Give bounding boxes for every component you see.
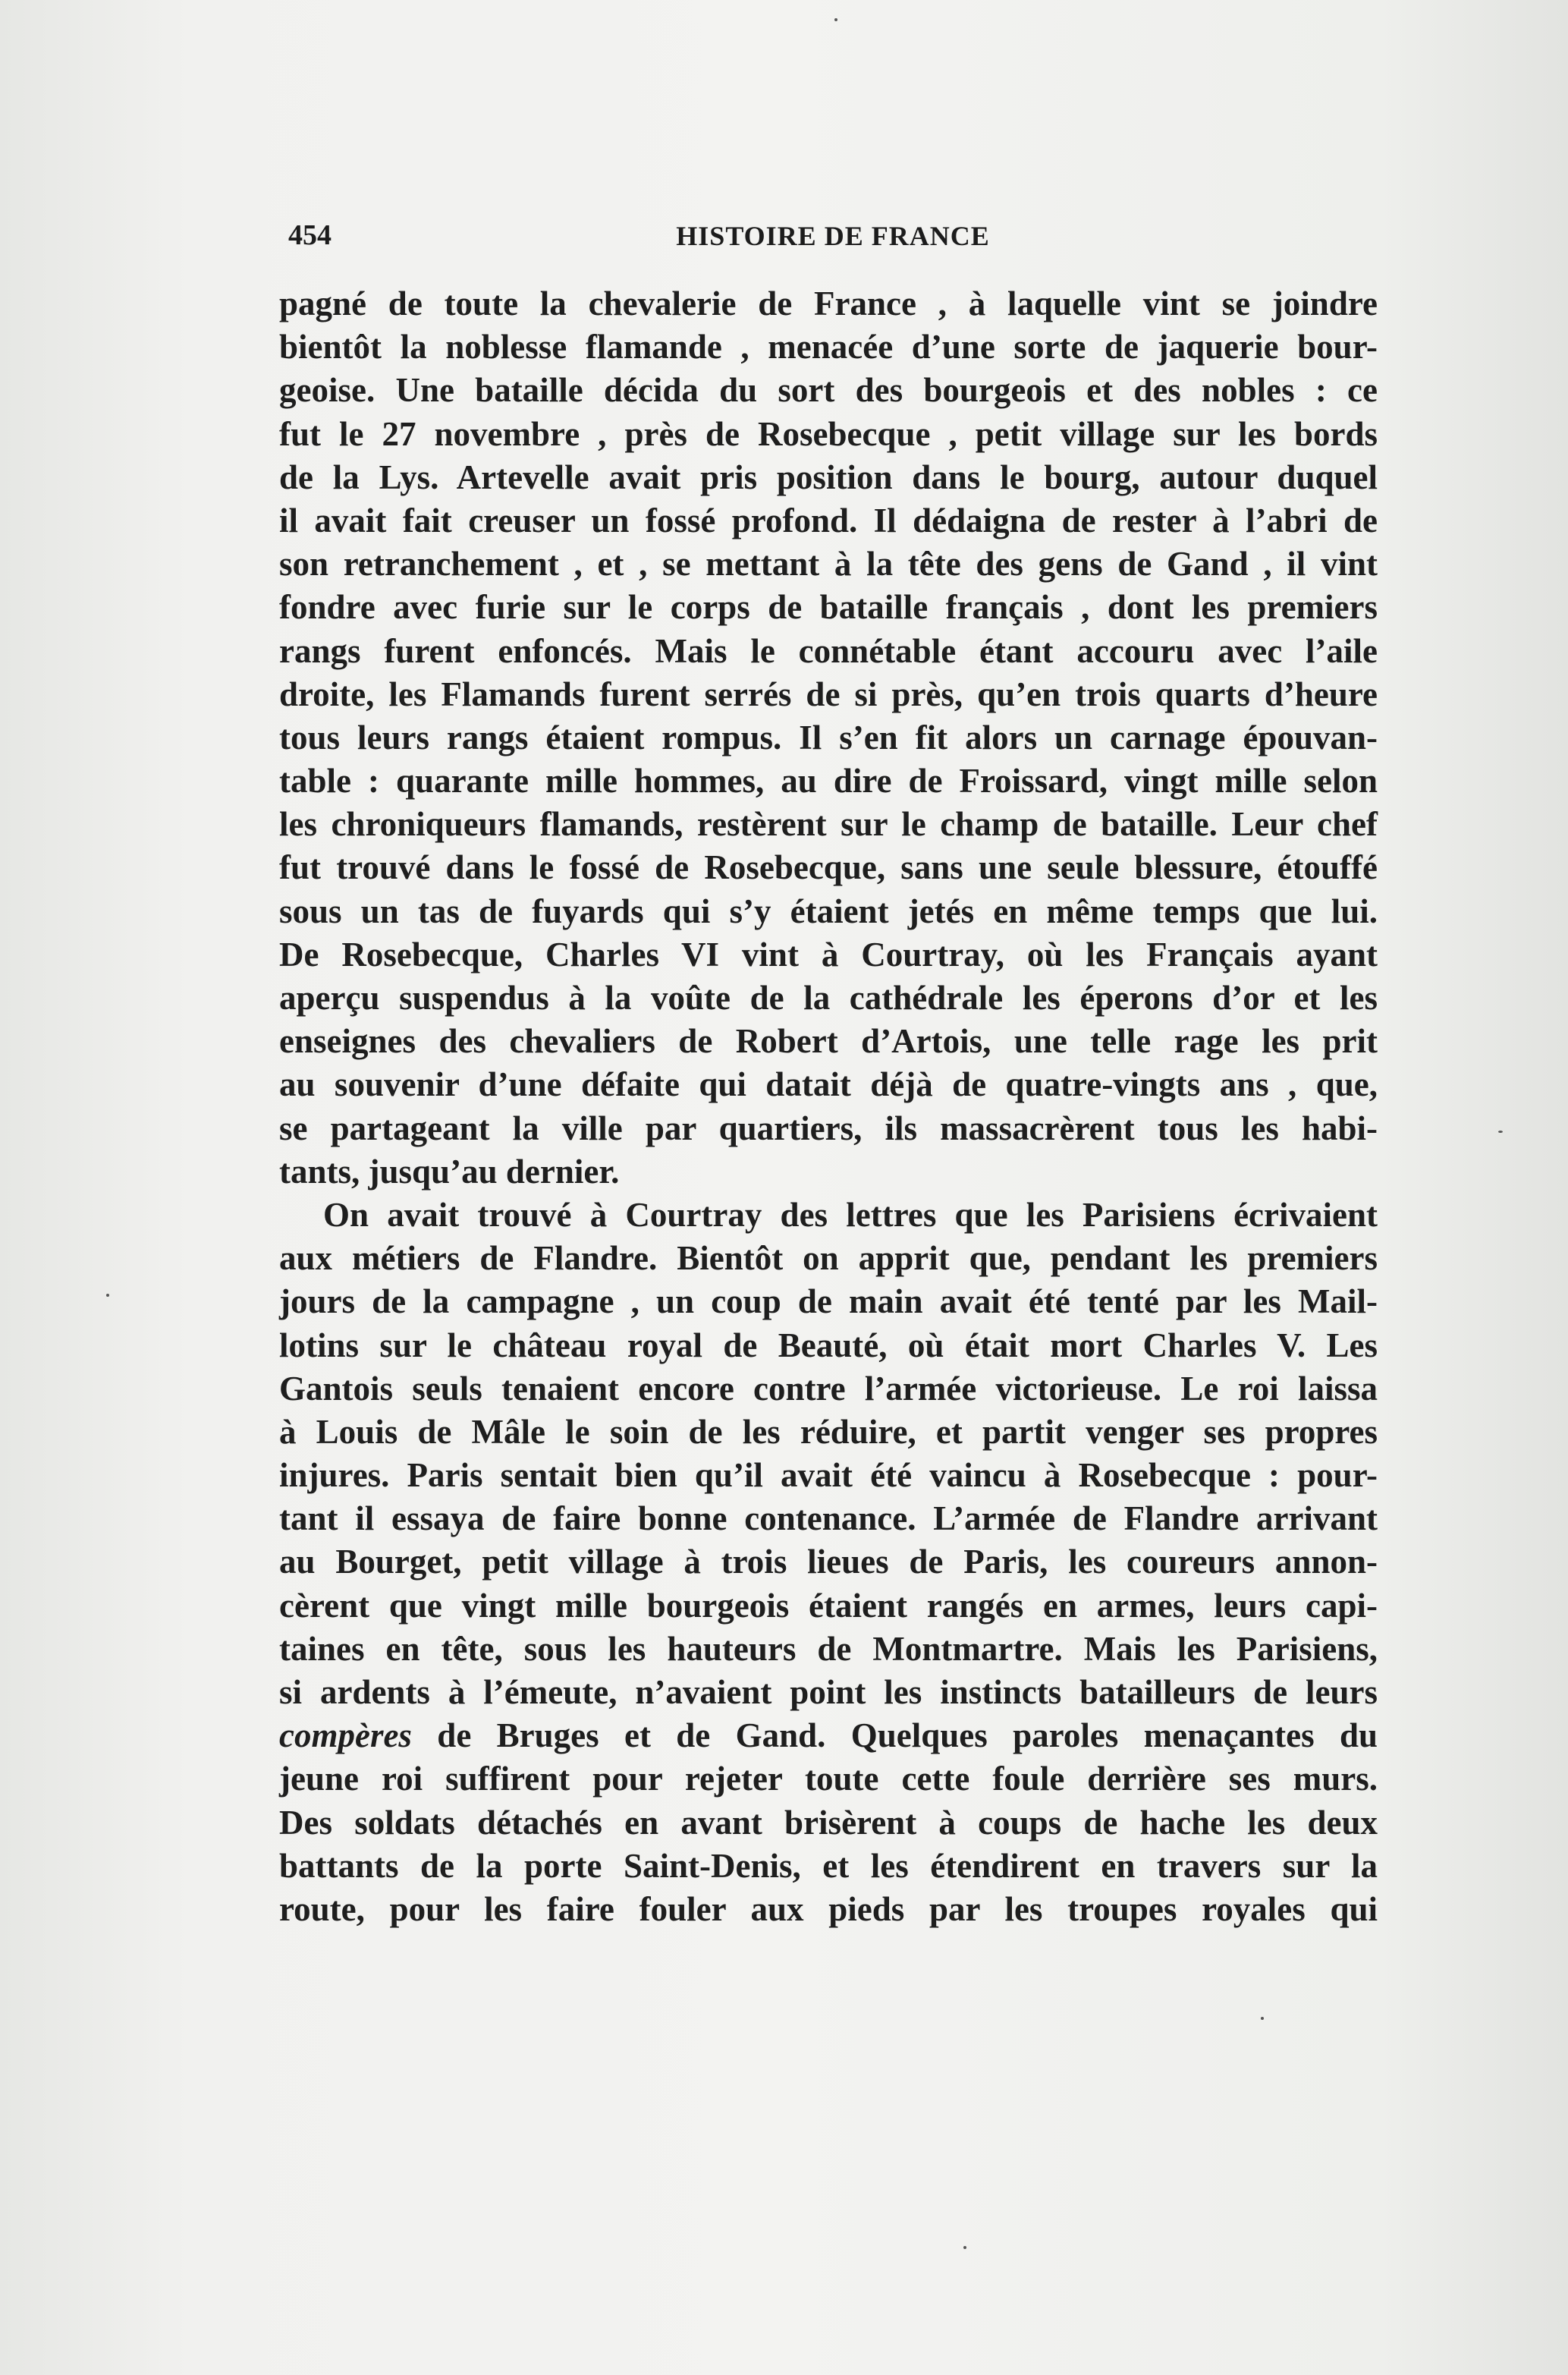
text-line: sous un tas de fuyards qui s’y étaient jetés en même temps que lui.	[279, 892, 1378, 930]
text-line: tant il essaya de faire bonne contenance. L’armée de Flandre arrivant	[279, 1499, 1378, 1538]
text-line: cèrent que vingt mille bourgeois étaient rangés en armes, leurs capi-	[279, 1586, 1378, 1625]
text-line: Gantois seuls tenaient encore contre l’armée victorieuse. Le roi laissa	[279, 1369, 1378, 1408]
text-line: pagné de toute la chevalerie de France , à laquelle vint se joindre	[279, 285, 1378, 322]
text-line: de la Lys. Artevelle avait pris position dans le bourg, autour duquel	[279, 458, 1378, 496]
text-line: geoise. Une bataille décida du sort des bourgeois et des nobles : ce	[279, 371, 1378, 410]
body-text	[279, 282, 1378, 1931]
paper-speck	[963, 2246, 966, 2249]
paper-speck	[834, 18, 837, 21]
text-line: rangs furent enfoncés. Mais le connétable étant accouru avec l’aile	[279, 631, 1378, 670]
text-line: au Bourget, petit village à trois lieues de Paris, les coureurs annon-	[279, 1543, 1378, 1581]
text-line: tants, jusqu’au dernier.	[279, 1152, 620, 1191]
text-line: si ardents à l’émeute, n’avaient point les instincts batailleurs de leurs	[279, 1673, 1378, 1711]
text-line: à Louis de Mâle le soin de les réduire, et partit venger ses propres	[279, 1412, 1378, 1451]
text-line: fut trouvé dans le fossé de Rosebecque, sans une seule blessure, étouffé	[279, 848, 1378, 887]
text-line: compères de Bruges et de Gand. Quelques paroles menaçantes du	[279, 1716, 1378, 1755]
text-line: aperçu suspendus à la voûte de la cathédrale les éperons d’or et les	[279, 979, 1378, 1017]
text-line: enseignes des chevaliers de Robert d’Artois, une telle rage les prit	[279, 1022, 1378, 1061]
paper-speck	[106, 1294, 109, 1297]
paper-speck	[1261, 2017, 1264, 2020]
text-line: jours de la campagne , un coup de main avait été tenté par les Mail-	[279, 1282, 1378, 1321]
text-line: aux métiers de Flandre. Bientôt on apprit que, pendant les premiers	[279, 1239, 1378, 1278]
text-line: fut le 27 novembre , près de Rosebecque , petit village sur les bords	[279, 414, 1378, 453]
text-line: fondre avec furie sur le corps de bataille français , dont les premiers	[279, 588, 1378, 627]
text-line: au souvenir d’une défaite qui datait déjà de quatre-vingts ans , que,	[279, 1065, 1378, 1104]
text-line: injures. Paris sentait bien qu’il avait été vaincu à Rosebecque : pour-	[279, 1456, 1378, 1495]
text-line: jeune roi suffirent pour rejeter toute cette foule derrière ses murs.	[279, 1760, 1378, 1798]
text-line: droite, les Flamands furent serrés de si près, qu’en trois quarts d’heure	[279, 675, 1378, 713]
running-title: HISTOIRE DE FRANCE	[676, 221, 990, 251]
text-line: battants de la porte Saint-Denis, et les étendirent en travers sur la	[279, 1846, 1378, 1885]
text-line: Des soldats détachés en avant brisèrent à coups de hache les deux	[279, 1803, 1378, 1842]
italic-word: compères	[279, 1716, 412, 1755]
text-line: table : quarante mille hommes, au dire de Froissard, vingt mille selon	[279, 762, 1378, 801]
page-number: 454	[288, 219, 332, 251]
text-line: se partageant la ville par quartiers, ils massacrèrent tous les habi-	[279, 1109, 1378, 1147]
text-line: il avait fait creuser un fossé profond. Il dédaigna de rester à l’abri de	[279, 501, 1378, 539]
text-line: route, pour les faire fouler aux pieds par les troupes royales qui	[279, 1889, 1378, 1928]
text-line: les chroniqueurs flamands, restèrent sur le champ de bataille. Leur chef	[279, 805, 1378, 844]
text-line: tous leurs rangs étaient rompus. Il s’en fit alors un carnage épouvan-	[279, 718, 1378, 757]
page-header	[288, 219, 1378, 256]
text-line: bientôt la noblesse flamande , menacée d’une sorte de jaquerie bour-	[279, 328, 1378, 366]
text-line: taines en tête, sous les hauteurs de Montmartre. Mais les Parisiens,	[279, 1629, 1378, 1668]
text-line: On avait trouvé à Courtray des lettres que les Parisiens écrivaient	[323, 1195, 1378, 1234]
text-line: lotins sur le château royal de Beauté, où était mort Charles V. Les	[279, 1326, 1378, 1364]
paper-speck	[1498, 1131, 1503, 1133]
text-line: De Rosebecque, Charles VI vint à Courtray, où les Français ayant	[279, 935, 1378, 974]
text-line: son retranchement , et , se mettant à la tête des gens de Gand , il vint	[279, 545, 1378, 584]
